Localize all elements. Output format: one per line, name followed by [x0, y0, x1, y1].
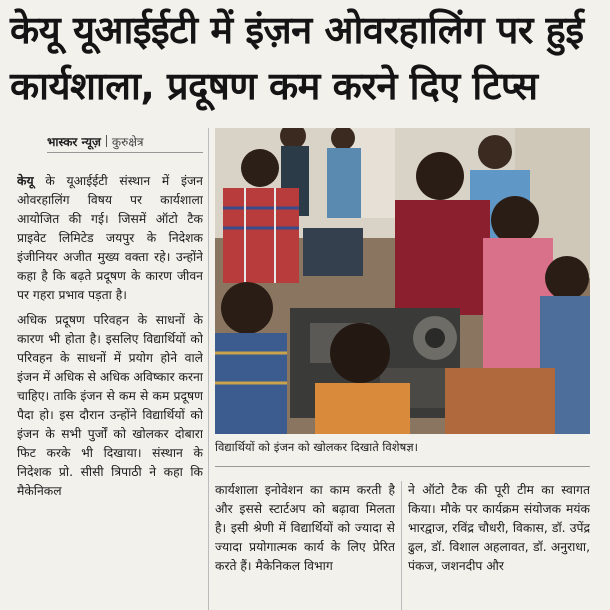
- column1-paragraph-2: अधिक प्रदूषण परिवहन के साधनों के कारण भी होता है। इसलिए विद्यार्थियों को परिवहन के साधनों में प्रयोग होने वाले इंजन में अधिक से अधिक अविष्कार करना चाहिए। ताकि इंजन से कम से कम प्रदूषण पैदा हो। इस दौरान उन्होंने विद्यार्थियों को इंजन के सभी पुर्जों को खोलकर दोबारा फिट करके भी दिखाया। संस्थान के निदेशक प्रो. सीसी त्रिपाठी ने कहा कि मैकेनिकल: [17, 313, 203, 498]
- photo-caption: विद्यार्थियों को इंजन को खोलकर दिखाते विशेषज्ञ।: [215, 440, 418, 454]
- dateline-lead: केयू: [17, 174, 34, 188]
- column2-text: कार्यशाला इनोवेशन का काम करती है और इससे स्टार्टअप को बढ़ावा मिलता है। इसी श्रेणी में विद्यार्थियों को ज्यादा से ज्यादा प्रयोगात्मक कार्य के लिए प्रेरित करते हैं। मैकेनिकल विभाग: [215, 483, 395, 573]
- byline: [47, 133, 144, 150]
- column-divider-1: [208, 128, 209, 610]
- byline-divider: [106, 135, 107, 147]
- headline-line-2: कार्यशाला, प्रदूषण कम करने दिए टिप्स: [10, 64, 538, 108]
- headline: [10, 2, 602, 114]
- article-column-1: [17, 172, 203, 610]
- column-divider-2: [401, 481, 402, 610]
- workshop-photo-illustration: [215, 128, 590, 434]
- article-column-3: [408, 481, 590, 610]
- article-column-2: [215, 481, 395, 610]
- byline-source: भास्कर न्यूज़: [47, 135, 101, 149]
- caption-rule: [215, 466, 590, 467]
- byline-rule: [47, 152, 203, 153]
- byline-location: कुरुक्षेत्र: [111, 135, 144, 149]
- column1-paragraph-1: के यूआईईटी संस्थान में इंजन ओवरहालिंग विषय पर कार्यशाला आयोजित की गई। जिसमें ऑटो टैक प्राइवेट लिमिटेड जयपुर के निदेशक इंजीनियर अजीत मुख्य वक्ता रहे। उन्होंने कहा है कि बढ़ते प्रदूषण के कारण जीवन पर गहरा प्रभाव पड़ता है।: [17, 174, 203, 302]
- headline-line-1: केयू यूआईईटी में इंज़न ओवरहालिंग पर हुई: [10, 8, 584, 52]
- workshop-photo: [215, 128, 590, 434]
- column3-text: ने ऑटो टैक की पूरी टीम का स्वागत किया। मौके पर कार्यक्रम संयोजक मयंक भारद्वाज, रविंद्र चौधरी, विकास, डॉ. उपेंद्र ढुल, डॉ. विशाल अहलावत, डॉ. अनुराधा, पंकज, जशनदीप और: [408, 483, 590, 573]
